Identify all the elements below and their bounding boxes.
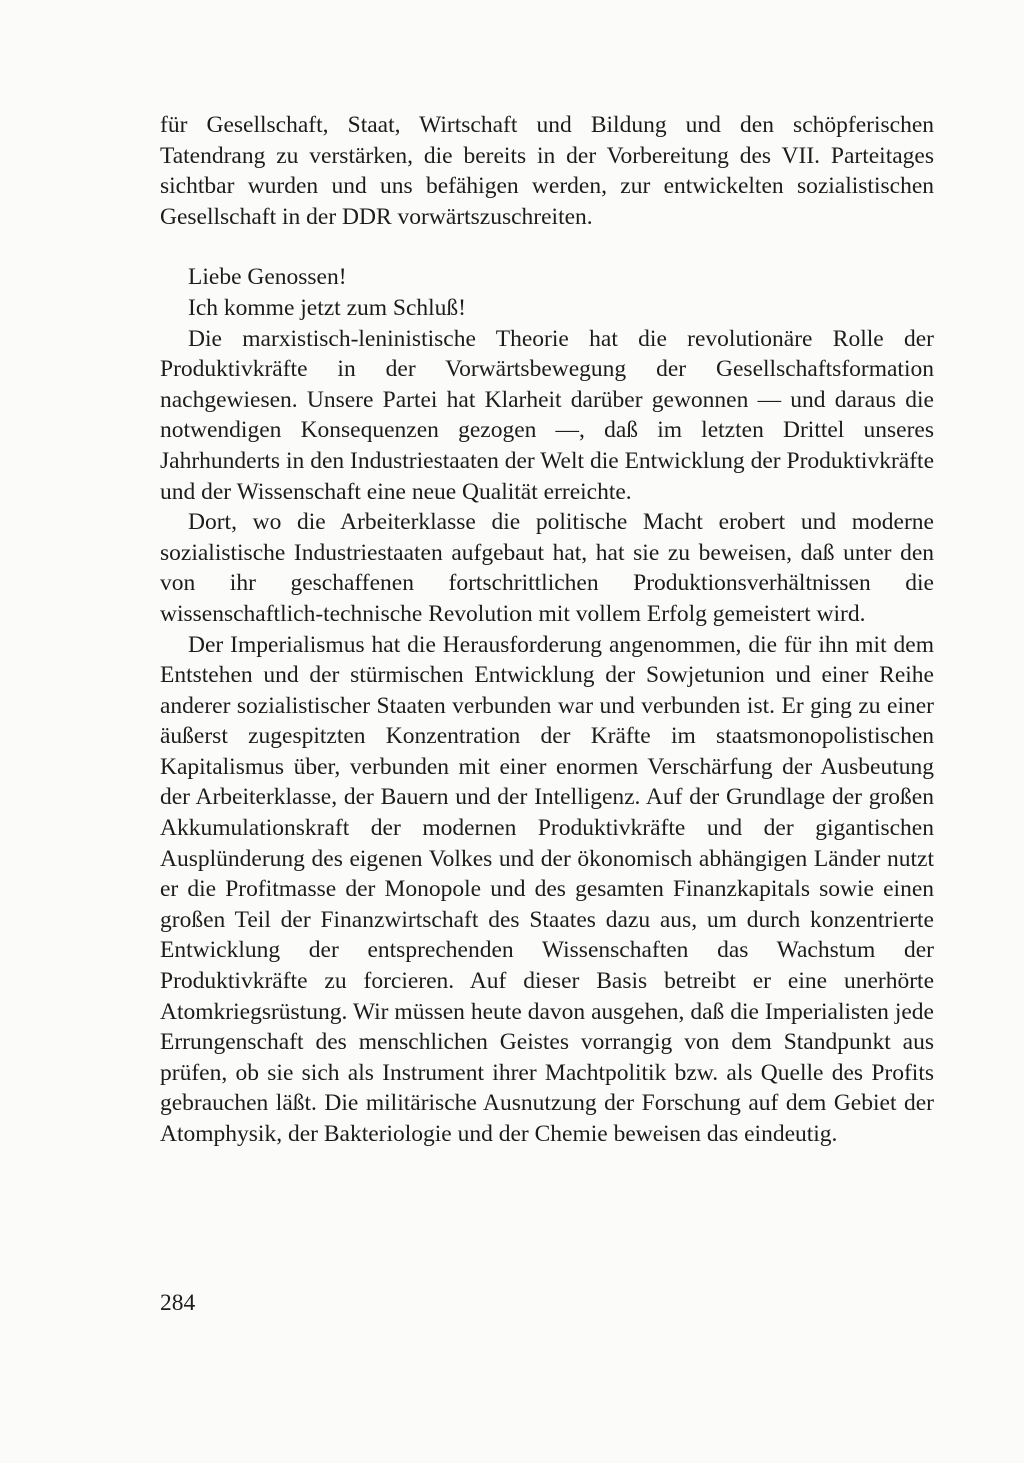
paragraph-imperialism: Der Imperialismus hat die Herausforderung angenommen, die für ihn mit dem Entstehen und der stürmischen Entwicklung der Sowjetunion und einer Reihe anderer sozialistischer Staaten verbunden war und verbunden ist. Er ging zu einer äußerst zugespitzten Konzentration der Kräfte im staatsmonopolistischen Kapitalismus über, verbunden mit einer enormen Verschärfung der Ausbeutung der Arbeiterklasse, der Bauern und der Intelligenz. Auf der Grundlage der großen Akkumulationskraft der modernen Produktivkräfte und der gigantischen Ausplünderung des eigenen Volkes und der ökonomisch abhängigen Länder nutzt er die Profitmasse der Monopole und des gesamten Finanzkapitals sowie einen großen Teil der Finanzwirtschaft des Staates dazu aus, um durch konzentrierte Entwicklung der entsprechenden Wissenschaften das Wachstum der Produktivkräfte zu forcieren. Auf dieser Basis betreibt er eine unerhörte Atomkriegsrüstung. Wir müssen heute davon ausgehen, daß die Imperialisten jede Errungenschaft des menschlichen Geistes vorrangig von dem Standpunkt aus prüfen, ob sie sich als Instrument ihrer Machtpolitik bzw. als Quelle des Profits gebrauchen läßt. Die militärische Ausnutzung der Forschung auf dem Gebiet der Atomphysik, der Bakteriologie und der Chemie beweisen das eindeutig.: [160, 631, 934, 1147]
paragraph-theory: Die marxistisch-leninistische Theorie hat die revolutionäre Rolle der Produktivkräfte in der Vorwärtsbewegung der Gesellschaftsformation nachgewiesen. Unsere Partei hat Klarheit darüber gewonnen — und daraus die notwendigen Konsequenzen gezogen —, daß im letzten Drittel unseres Jahrhunderts in den Industriestaaten der Welt die Entwicklung der Produktivkräfte und der Wissenschaft eine neue Qualität erreichte.: [160, 325, 934, 505]
paragraph-closing-announcement: Ich komme jetzt zum Schluß!: [188, 294, 467, 321]
paragraph-salutation: Liebe Genossen!: [188, 264, 347, 291]
body-text: [160, 110, 934, 1150]
page-number: 284: [160, 1290, 196, 1316]
paragraph-continuation: für Gesellschaft, Staat, Wirtschaft und Bildung und den schöpferischen Tatendrang zu verstärken, die bereits in der Vorbereitung des VII. Parteitages sichtbar wurden und uns befähigen werden, zur entwickelten sozialistischen Gesellschaft in der DDR vorwärtszuschreiten.: [160, 112, 934, 230]
paragraph-working-class: Dort, wo die Arbeiterklasse die politische Macht erobert und moderne sozialistische Industriestaaten aufgebaut hat, hat sie zu beweisen, daß unter den von ihr geschaffenen fortschrittlichen Produktionsverhältnissen die wissenschaftlich-technische Revolution mit vollem Erfolg gemeistert wird.: [160, 509, 934, 627]
